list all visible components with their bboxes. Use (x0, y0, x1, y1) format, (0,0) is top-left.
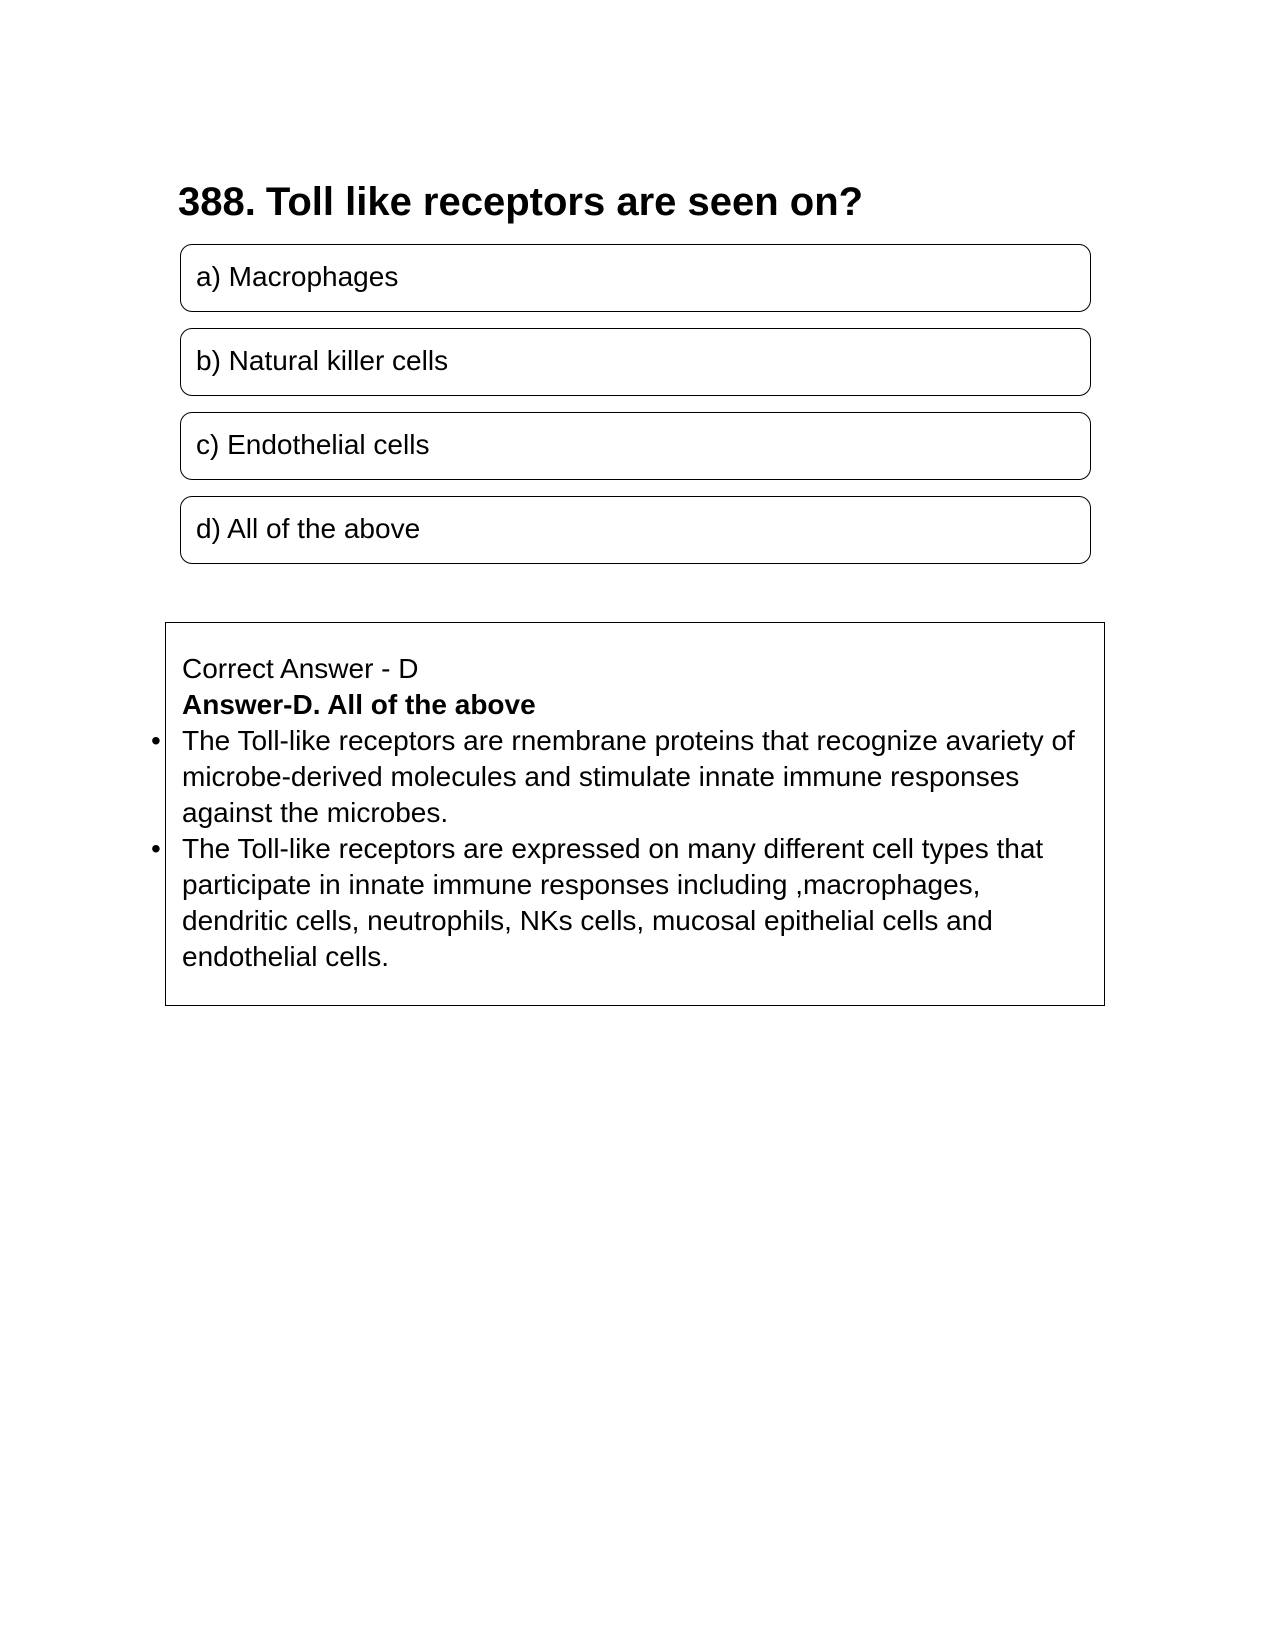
options-list (180, 244, 1091, 580)
list-item-text: The Toll-like receptors are rnembrane proteins that recognize avariety of microbe-derived molecules and stimulate innate immune responses against the microbes. (182, 725, 1075, 828)
option-d[interactable]: d) All of the above (180, 496, 1091, 564)
list-item (151, 723, 1082, 831)
answer-content (151, 651, 1082, 975)
explanation-list (151, 723, 1082, 975)
list-item (151, 831, 1082, 975)
question-title (178, 176, 863, 228)
question-text: Toll like receptors are seen on? (265, 180, 864, 224)
answer-box (151, 622, 1105, 1006)
bullet-icon: • (151, 725, 161, 756)
bullet-icon: • (151, 833, 161, 864)
correct-answer: Correct Answer - D (182, 653, 419, 684)
option-c[interactable]: c) Endothelial cells (180, 412, 1091, 480)
option-b[interactable]: b) Natural killer cells (180, 328, 1091, 396)
list-item-text: The Toll-like receptors are expressed on many different cell types that participate in innate immune responses including ,macrophages, dendritic cells, neutrophils, NKs cells, mucosal epithelial cells and endothelial cells. (182, 833, 1044, 972)
question-number: 388. (178, 180, 256, 224)
answer-heading: Answer-D. All of the above (182, 689, 536, 720)
option-a[interactable]: a) Macrophages (180, 244, 1091, 312)
